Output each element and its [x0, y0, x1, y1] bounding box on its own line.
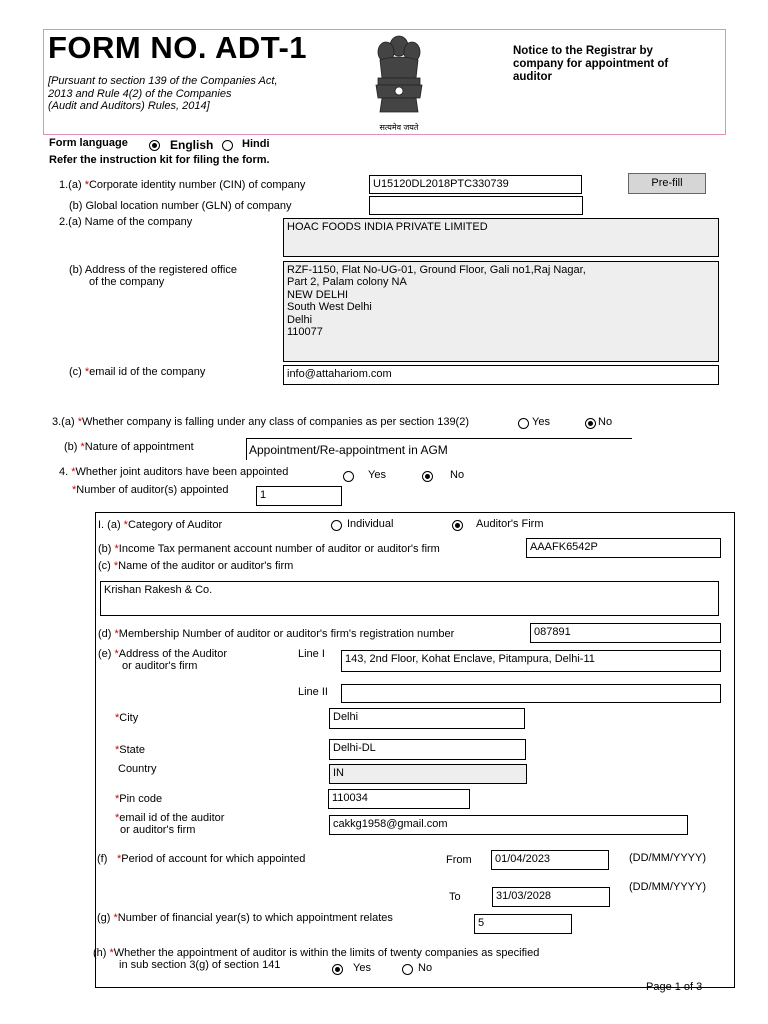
cin-label: 1.(a) *Corporate identity number (CIN) of company [59, 179, 306, 191]
state-label: *State [115, 744, 145, 756]
cin-field[interactable]: U15120DL2018PTC330739 [369, 175, 582, 194]
period-label: *Period of account for which appointed [117, 853, 306, 865]
joint-auditors-yes-label: Yes [368, 469, 386, 481]
page-number: Page 1 of 3 [646, 981, 703, 993]
category-firm-label: Auditor's Firm [476, 518, 544, 530]
period-from-field[interactable]: 01/04/2023 [491, 850, 609, 870]
joint-auditors-no-radio[interactable] [422, 471, 433, 482]
form-language-label: Form language [49, 137, 128, 149]
period-prefix: (f) [97, 853, 108, 865]
country-field[interactable]: IN [329, 764, 527, 784]
language-english-radio[interactable] [149, 140, 160, 151]
company-class-no-radio[interactable] [585, 418, 596, 429]
country-label: Country [118, 763, 157, 775]
membership-field[interactable]: 087891 [530, 623, 721, 643]
company-name-field[interactable]: HOAC FOODS INDIA PRIVATE LIMITED [283, 218, 719, 257]
instruction-text: Refer the instruction kit for filing the form. [49, 154, 270, 166]
address-line1-label: Line I [298, 648, 325, 660]
language-hindi-radio[interactable] [222, 140, 233, 151]
limit-yes-label: Yes [353, 962, 371, 974]
auditor-pan-label: (b) *Income Tax permanent account number of auditor or auditor's firm [98, 543, 440, 555]
period-from-label: From [446, 854, 472, 866]
company-class-no-label: No [598, 416, 613, 428]
gln-field[interactable] [369, 196, 583, 215]
city-field[interactable]: Delhi [329, 708, 525, 729]
gln-label: (b) Global location number (GLN) of company [69, 200, 292, 212]
company-name-label: 2.(a) Name of the company [59, 216, 193, 228]
joint-auditors-yes-radio[interactable] [343, 471, 354, 482]
limit-no-label: No [418, 962, 433, 974]
limit-no-radio[interactable] [402, 964, 413, 975]
auditor-count-label: *Number of auditor(s) appointed [72, 484, 229, 496]
auditor-email-label: *email id of the auditor or auditor's firm [115, 812, 225, 836]
period-to-label: To [449, 891, 461, 903]
joint-auditors-label: 4. *Whether joint auditors have been appointed [59, 466, 289, 478]
auditor-pan-field[interactable]: AAAFK6542P [526, 538, 721, 558]
language-english-label: English [170, 138, 214, 152]
category-firm-radio[interactable] [452, 520, 463, 531]
state-field[interactable]: Delhi-DL [329, 739, 526, 760]
limit-label: (h) *Whether the appointment of auditor is within the limits of twenty companies as specified in sub section 3(g) of section 141 [93, 947, 540, 971]
company-class-yes-radio[interactable] [518, 418, 529, 429]
auditor-address-label: (e) *Address of the Auditor or auditor's firm [98, 648, 228, 672]
auditor-name-field[interactable]: Krishan Rakesh & Co. [100, 581, 719, 616]
emblem-motto: सत्यमेव जयते [379, 123, 419, 132]
company-class-yes-label: Yes [532, 416, 550, 428]
auditor-name-label: (c) *Name of the auditor or auditor's firm [98, 560, 294, 572]
nature-appointment-select[interactable]: Appointment/Re-appointment in AGM [246, 438, 632, 460]
city-label: *City [115, 712, 139, 724]
pin-label: *Pin code [115, 793, 163, 805]
registered-office-label: (b) Address of the registered office of the company [69, 264, 237, 288]
category-individual-label: Individual [347, 518, 394, 530]
joint-auditors-no-label: No [450, 469, 465, 481]
financial-years-field[interactable]: 5 [474, 914, 572, 934]
financial-years-label: (g) *Number of financial year(s) to which appointment relates [97, 912, 393, 924]
registered-office-field[interactable]: RZF-1150, Flat No-UG-01, Ground Floor, Gali no1,Raj Nagar, Part 2, Palam colony NA NEW DELHI South West Delhi Delhi 110077 [283, 261, 719, 362]
national-emblem-icon [368, 32, 430, 120]
language-hindi-label: Hindi [242, 138, 270, 150]
auditor-count-field[interactable]: 1 [256, 486, 342, 506]
address-line2-label: Line II [298, 686, 328, 698]
auditor-category-label: I. (a) *Category of Auditor [98, 519, 223, 531]
pin-field[interactable]: 110034 [328, 789, 470, 809]
form-notice: Notice to the Registrar by company for appointment of auditor [513, 45, 669, 83]
address-line2-field[interactable] [341, 684, 721, 703]
to-date-format: (DD/MM/YYYY) [629, 881, 706, 893]
nature-appointment-label: (b) *Nature of appointment [64, 441, 194, 453]
from-date-format: (DD/MM/YYYY) [629, 852, 706, 864]
form-subtitle: [Pursuant to section 139 of the Companies Act, 2013 and Rule 4(2) of the Companies (Audit and Auditors) Rules, 2014] [48, 75, 278, 112]
company-email-field[interactable]: info@attahariom.com [283, 365, 719, 385]
period-to-field[interactable]: 31/03/2028 [492, 887, 610, 907]
company-class-label: 3.(a) *Whether company is falling under any class of companies as per section 139(2) [52, 416, 469, 428]
limit-yes-radio[interactable] [332, 964, 343, 975]
prefill-button[interactable]: Pre-fill [628, 173, 706, 194]
company-email-label: (c) *email id of the company [69, 366, 206, 378]
auditor-email-field[interactable]: cakkg1958@gmail.com [329, 815, 688, 835]
membership-label: (d) *Membership Number of auditor or auditor's firm's registration number [98, 628, 455, 640]
address-line1-field[interactable]: 143, 2nd Floor, Kohat Enclave, Pitampura, Delhi-11 [341, 650, 721, 672]
form-title: FORM NO. ADT-1 [48, 30, 308, 65]
category-individual-radio[interactable] [331, 520, 342, 531]
